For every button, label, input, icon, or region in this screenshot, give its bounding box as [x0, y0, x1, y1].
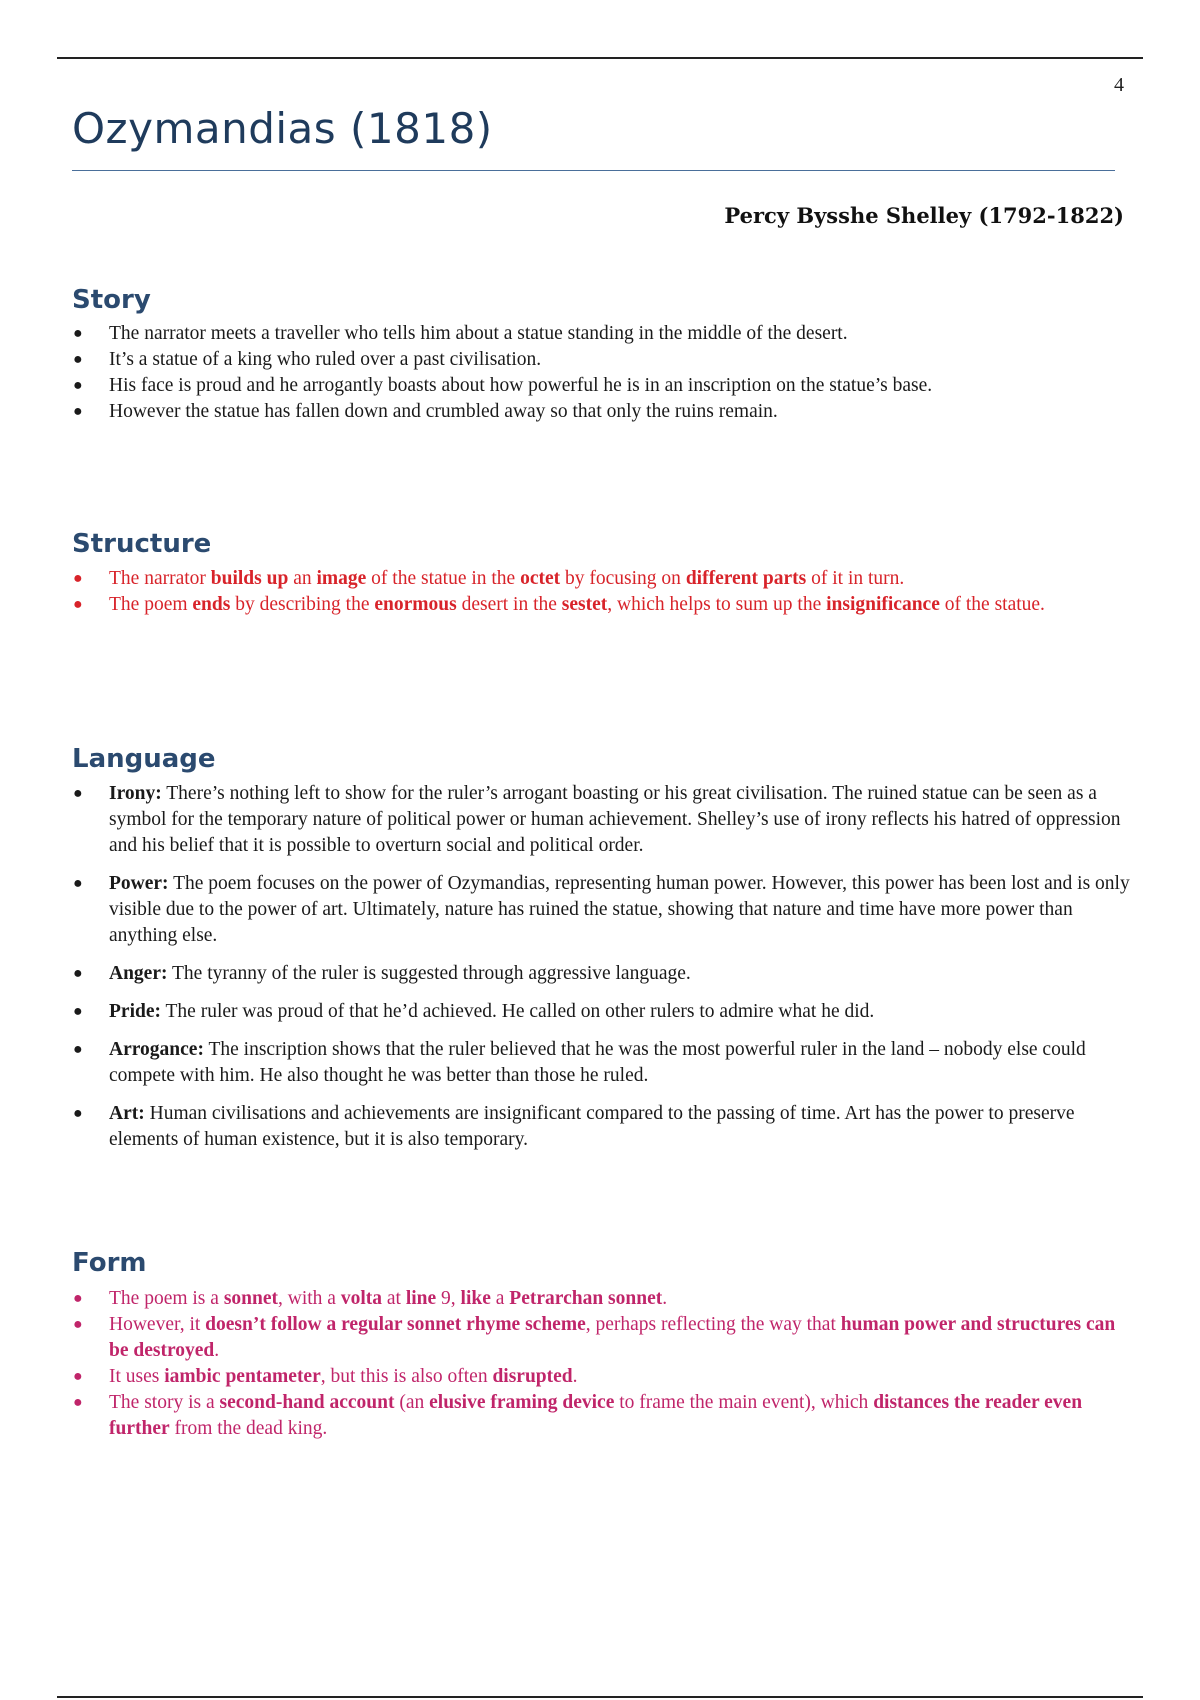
list-item: ● Power: The poem focuses on the power of Ozymandias, representing human power. However, this power has been lost and is only visible due to the power of art. Ultimately, nature has ruined the statue, showing that nature and time have more power than anything else. — [73, 873, 1130, 946]
list-item: ● His face is proud and he arrogantly boasts about how powerful he is in an inscription on the statue’s base. — [72, 373, 1132, 399]
top-rule — [57, 57, 1143, 59]
bullet-icon: ● — [73, 596, 83, 613]
page-number: 4 — [1114, 74, 1124, 96]
list-item: ● Pride: The ruler was proud of that he’d achieved. He called on other rulers to admire what he did. — [72, 999, 1132, 1025]
bullet-icon: ● — [73, 785, 83, 802]
list-item: ● However, it doesn’t follow a regular sonnet rhyme scheme, perhaps reflecting the way that human power and structures can be destroyed. — [73, 1314, 1116, 1361]
bullet-icon: ● — [73, 570, 83, 587]
bullet-icon: ● — [73, 1368, 83, 1385]
page-title: Ozymandias (1818) — [72, 104, 493, 153]
section-heading-structure: Structure — [72, 529, 212, 559]
bullet-icon: ● — [73, 377, 83, 394]
list-item: ● Irony: There’s nothing left to show for the ruler’s arrogant boasting or his great civilisation. The ruined statue can be seen as a symbol for the temporary nature of political power or human achievement. Shelley’s use of irony reflects his hatred of oppression and his belief that it is possible to overturn social and political order. — [73, 783, 1121, 856]
list-item: ● Art: Human civilisations and achievements are insignificant compared to the passing of time. Art has the power to preserve elements of human existence, but it is also temporary. — [73, 1103, 1075, 1150]
list-item: ● The poem ends by describing the enormous desert in the sestet, which helps to sum up the insignificance of the statue. — [72, 592, 1132, 618]
form-list — [72, 1286, 1132, 1442]
list-item: ● However the statue has fallen down and crumbled away so that only the ruins remain. — [72, 399, 1132, 425]
language-list — [72, 781, 1132, 1165]
list-item: ● The poem is a sonnet, with a volta at line 9, like a Petrarchan sonnet. — [72, 1286, 1132, 1312]
story-list — [72, 321, 1132, 425]
list-item: ● It uses iambic pentameter, but this is also often disrupted. — [72, 1364, 1132, 1390]
list-item: ● It’s a statue of a king who ruled over a past civilisation. — [72, 347, 1132, 373]
section-heading-story: Story — [72, 285, 151, 315]
author: Percy Bysshe Shelley (1792-1822) — [724, 203, 1124, 228]
bullet-icon: ● — [73, 1003, 83, 1020]
bullet-icon: ● — [73, 965, 83, 982]
bullet-icon: ● — [73, 1290, 83, 1307]
structure-list — [72, 566, 1132, 618]
list-item: ● The narrator meets a traveller who tells him about a statue standing in the middle of the desert. — [72, 321, 1132, 347]
bullet-icon: ● — [73, 1316, 83, 1333]
bullet-icon: ● — [73, 403, 83, 420]
bullet-icon: ● — [73, 875, 83, 892]
bullet-icon: ● — [73, 1041, 83, 1058]
list-item: ● The story is a second-hand account (an elusive framing device to frame the main event), which distances the reader even further from the dead king. — [73, 1392, 1083, 1439]
bullet-icon: ● — [73, 325, 83, 342]
title-underline — [72, 170, 1115, 171]
list-item: ● Arrogance: The inscription shows that the ruler believed that he was the most powerful ruler in the land – nobody else could compete with him. He also thought he was better than those he ruled. — [73, 1039, 1086, 1086]
list-item: ● Anger: The tyranny of the ruler is suggested through aggressive language. — [72, 961, 1132, 987]
list-item: ● The narrator builds up an image of the statue in the octet by focusing on different parts of it in turn. — [72, 566, 1132, 592]
bottom-rule — [57, 1696, 1143, 1698]
bullet-icon: ● — [73, 1394, 83, 1411]
section-heading-language: Language — [72, 744, 216, 774]
bullet-icon: ● — [73, 351, 83, 368]
bullet-icon: ● — [73, 1105, 83, 1122]
section-heading-form: Form — [72, 1248, 147, 1278]
